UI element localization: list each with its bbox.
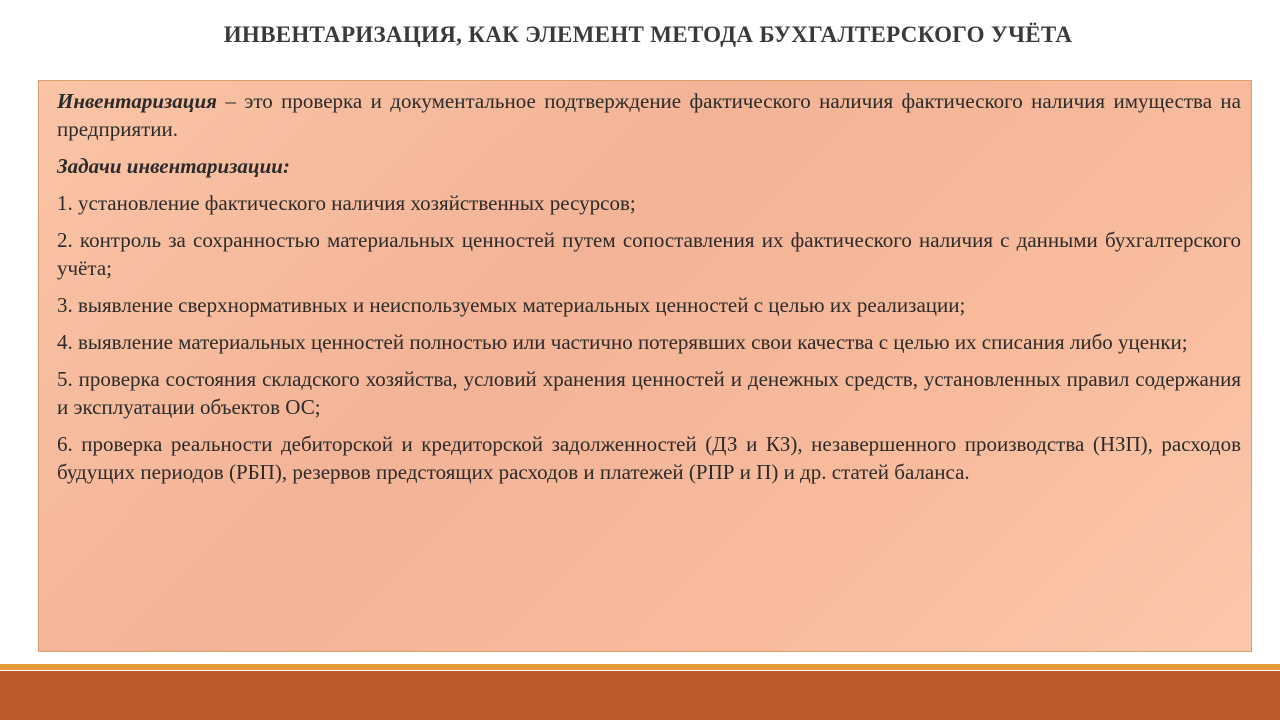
tasks-heading: Задачи инвентаризации: [57,154,290,178]
footer-accent-line [0,664,1280,670]
task-item-1: 1. установление фактического наличия хозяйственных ресурсов; [57,191,636,215]
definition-text: – это проверка и документальное подтверждение фактического наличия фактического наличия имущества на предприятии. [57,89,1241,141]
task-item-6: 6. проверка реальности дебиторской и кредиторской задолженностей (ДЗ и КЗ), незавершенного производства (НЗП), расходов будущих периодов (РБП), резервов предстоящих расходов и платежей (РПР и П) и др. статей баланса. [57,432,1241,484]
definition-term: Инвентаризация [57,89,217,113]
slide-title: ИНВЕНТАРИЗАЦИЯ, КАК ЭЛЕМЕНТ МЕТОДА БУХГАЛТЕРСКОГО УЧЁТА [223,22,1073,47]
content-box [38,80,1252,652]
task-item-5: 5. проверка состояния складского хозяйства, условий хранения ценностей и денежных средств, установленных правил содержания и эксплуатации объектов ОС; [57,367,1241,419]
task-item-2: 2. контроль за сохранностью материальных ценностей путем сопоставления их фактического наличия с данными бухгалтерского учёта; [57,228,1241,280]
definition-paragraph [57,87,1241,143]
footer-bar [0,671,1280,720]
task-item-3: 3. выявление сверхнормативных и неиспользуемых материальных ценностей с целью их реализации; [57,293,966,317]
task-item-4: 4. выявление материальных ценностей полностью или частично потерявших свои качества с целью их списания либо уценки; [57,330,1188,354]
